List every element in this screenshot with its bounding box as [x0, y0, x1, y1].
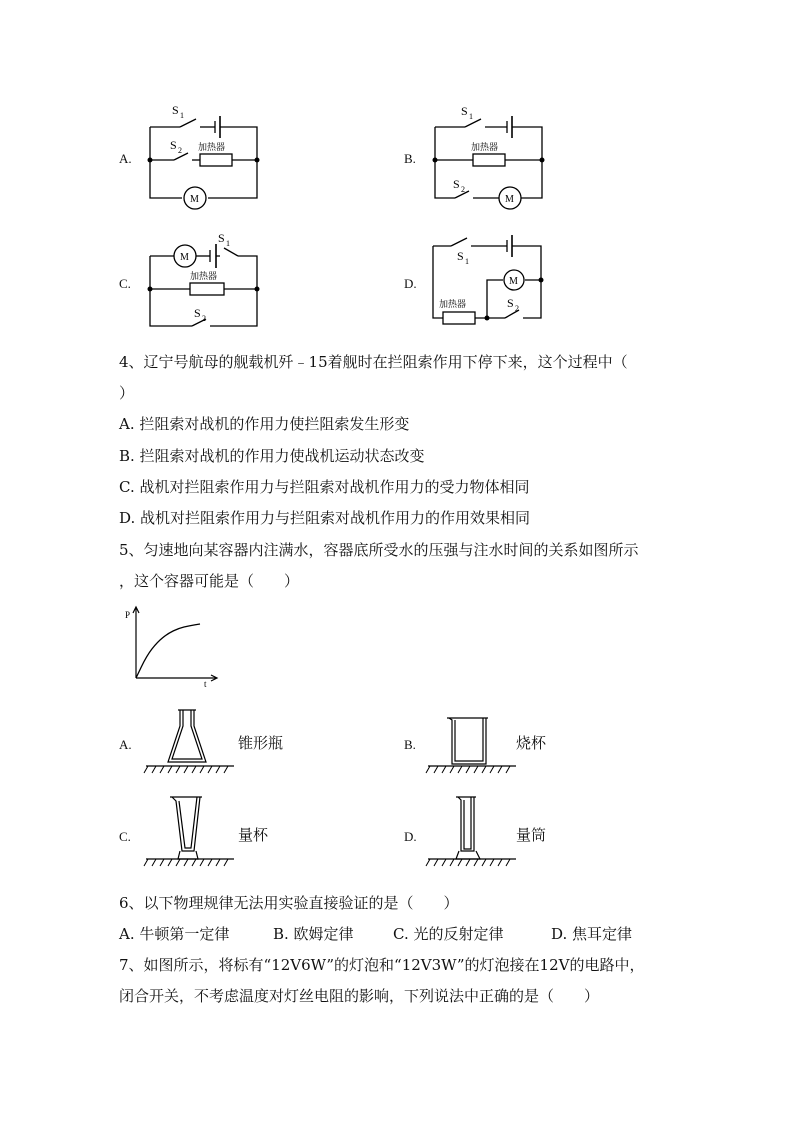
option-b-label: B. — [404, 151, 416, 166]
q5-stem-line2: ，这个容器可能是（ ） — [119, 572, 300, 590]
svg-text:1: 1 — [465, 257, 469, 266]
svg-text:S: S — [170, 138, 177, 152]
container-d-letter: D. — [404, 829, 417, 844]
q6-option-d: D. 焦耳定律 — [551, 925, 633, 943]
motor-label: M — [190, 194, 199, 205]
pressure-curve — [136, 624, 200, 678]
svg-text:加热器: 加热器 — [439, 299, 467, 309]
container-b-name: 烧杯 — [516, 734, 547, 752]
container-a-letter: A. — [119, 737, 132, 752]
q6-option-a: A. 牛顿第一定律 — [119, 925, 230, 943]
heater-label: 加热器 — [198, 142, 226, 152]
svg-text:S: S — [457, 249, 464, 263]
q4-option-d: D. 战机对拦阻索作用力与拦阻索对战机作用力的作用效果相同 — [119, 509, 531, 527]
svg-text:M: M — [509, 276, 518, 287]
svg-text:2: 2 — [202, 314, 206, 323]
q7-stem-line2: 闭合开关，不考虑温度对灯丝电阻的影响，下列说法中正确的是（ ） — [119, 987, 600, 1005]
svg-text:2: 2 — [515, 304, 519, 313]
svg-text:M: M — [505, 194, 514, 205]
q4-option-c: C. 战机对拦阻索作用力与拦阻索对战机作用力的受力物体相同 — [119, 478, 530, 496]
q4-option-b: B. 拦阻索对战机的作用力使战机运动状态改变 — [119, 447, 425, 465]
container-a-name: 锥形瓶 — [238, 734, 284, 752]
q4-option-a: A. 拦阻索对战机的作用力使拦阻索发生形变 — [119, 415, 410, 433]
beaker-figure — [424, 706, 520, 774]
svg-text:加热器: 加热器 — [471, 142, 499, 152]
svg-text:S: S — [453, 177, 460, 191]
x-axis-label: t — [204, 679, 207, 688]
option-c-label: C. — [119, 276, 131, 291]
svg-text:1: 1 — [180, 111, 184, 120]
measuring-cup-figure — [142, 793, 238, 867]
svg-text:2: 2 — [178, 146, 182, 155]
circuit-d-diagram — [425, 228, 555, 338]
container-c-letter: C. — [119, 829, 131, 844]
svg-text:加热器: 加热器 — [190, 271, 218, 281]
svg-text:1: 1 — [226, 239, 230, 248]
option-a-label: A. — [119, 151, 132, 166]
option-d-label: D. — [404, 276, 417, 291]
svg-text:2: 2 — [461, 185, 465, 194]
svg-text:M: M — [180, 252, 189, 263]
circuit-a-diagram — [140, 100, 270, 210]
container-b-letter: B. — [404, 737, 416, 752]
svg-text:S: S — [461, 104, 468, 118]
y-axis-label: P — [125, 610, 131, 620]
svg-text:1: 1 — [469, 112, 473, 121]
pressure-time-graph — [122, 604, 222, 688]
container-d-name: 量筒 — [516, 826, 547, 844]
container-c-name: 量杯 — [238, 826, 269, 844]
circuit-b-diagram — [425, 100, 555, 210]
q6-stem: 6、以下物理规律无法用实验直接验证的是（ ） — [119, 894, 459, 912]
q5-stem-line1: 5、匀速地向某容器内注满水，容器底所受水的压强与注水时间的关系如图所示 — [119, 541, 639, 559]
svg-text:S: S — [218, 231, 225, 245]
s1-label: S — [172, 103, 179, 117]
q6-option-c: C. 光的反射定律 — [393, 925, 504, 943]
circuit-c-diagram — [140, 228, 270, 338]
q4-stem-line2: ） — [119, 384, 135, 402]
q6-option-b: B. 欧姆定律 — [273, 925, 354, 943]
svg-text:S: S — [507, 296, 514, 310]
conical-flask-figure — [142, 706, 238, 774]
q7-stem-line1: 7、如图所示，将标有“12V6W”的灯泡和“12V3W”的灯泡接在12V的电路中， — [119, 956, 645, 974]
graduated-cylinder-figure — [424, 793, 520, 867]
svg-text:S: S — [194, 306, 201, 320]
q4-stem-line1: 4、辽宁号航母的舰载机歼﹣15着舰时在拦阻索作用下停下来，这个过程中（ — [119, 353, 628, 371]
